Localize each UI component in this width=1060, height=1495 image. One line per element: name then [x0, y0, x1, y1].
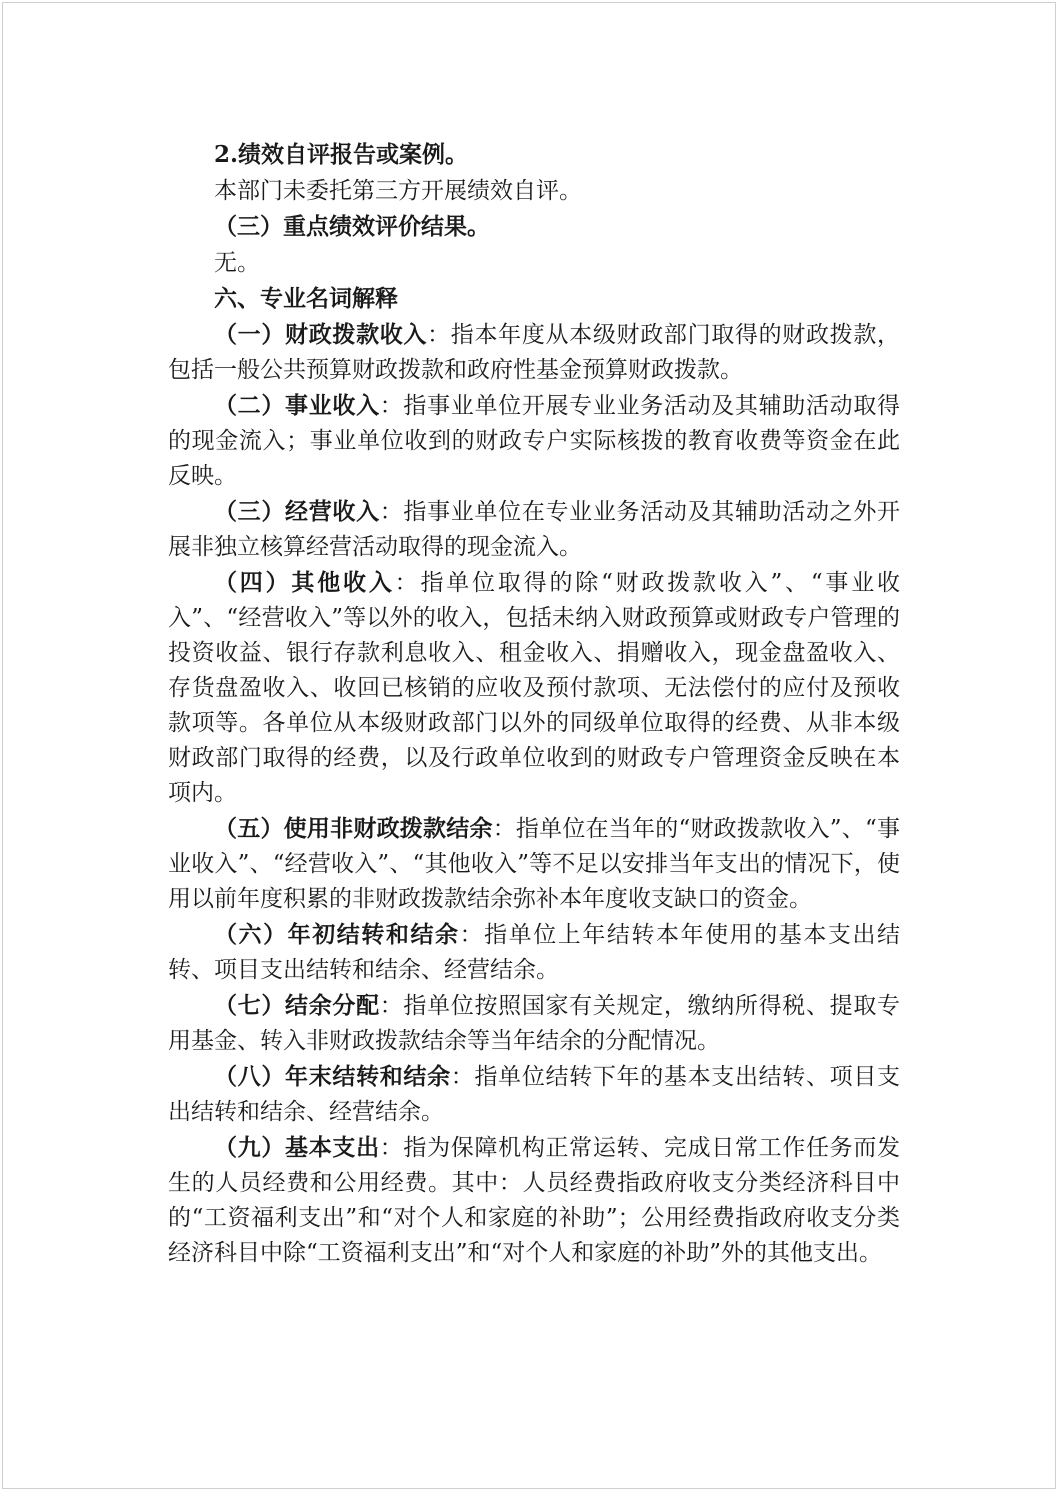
- term-closing-carryover: [168, 1059, 900, 1130]
- term-label: （二）事业收入: [214, 392, 380, 419]
- heading-text: 2.绩效自评报告或案例。: [214, 141, 469, 168]
- term-business-income: [168, 388, 900, 494]
- term-opening-carryover: [168, 917, 900, 988]
- term-balance-distribution: [168, 988, 900, 1059]
- paragraph-self-eval-report: [168, 137, 900, 173]
- term-definition: ：指为保障机构正常运转、完成日常工作任务而发生的人员经费和公用经费。其中：人员经费指政府收支分类经济科目中的“工资福利支出”和“对个人和家庭的补助”；公用经费指政府收支分类经济科目中除“工资福利支出”和“对个人和家庭的补助”外的其他支出。: [168, 1135, 901, 1266]
- term-other-income: [168, 565, 900, 811]
- term-label: （一）财政拨款收入: [214, 321, 428, 348]
- term-definition: ：指事业单位开展专业业务活动及其辅助活动取得的现金流入；事业单位收到的财政专户实际核拨的教育收费等资金在此反映。: [168, 393, 901, 489]
- term-label: （九）基本支出: [214, 1134, 380, 1161]
- heading-text: （三）重点绩效评价结果。: [214, 213, 490, 240]
- document-page: [2, 2, 1056, 1489]
- term-definition: ：指事业单位在专业业务活动及其辅助活动之外开展非独立核算经营活动取得的现金流入。: [168, 499, 901, 560]
- term-label: （八）年末结转和结余: [214, 1063, 451, 1090]
- term-operating-income: [168, 494, 900, 565]
- term-non-fiscal-balance-use: [168, 811, 900, 917]
- section-heading-glossary: [168, 281, 900, 317]
- term-label: （四）其他收入: [214, 569, 395, 596]
- term-fiscal-appropriation-income: [168, 317, 900, 388]
- term-definition: ：指单位按照国家有关规定，缴纳所得税、提取专用基金、转入非财政拨款结余等当年结余的分配情况。: [168, 993, 901, 1054]
- paragraph-none: [168, 245, 900, 281]
- term-label: （七）结余分配: [214, 992, 380, 1019]
- term-definition: ：指单位结转下年的基本支出结转、项目支出结转和结余、经营结余。: [168, 1064, 901, 1125]
- term-definition: ：指本年度从本级财政部门取得的财政拨款，包括一般公共预算财政拨款和政府性基金预算财政拨款。: [168, 322, 901, 383]
- paragraph-key-evaluation: [168, 209, 900, 245]
- document-body: [168, 137, 900, 1271]
- paragraph-no-third-party: [168, 173, 900, 209]
- body-text: 本部门未委托第三方开展绩效自评。: [214, 178, 582, 204]
- term-definition: ：指单位取得的除“财政拨款收入”、“事业收入”、“经营收入”等以外的收入，包括未纳入财政预算或财政专户管理的投资收益、银行存款利息收入、租金收入、捐赠收入，现金盘盈收入、存货盘盈收入、收回已核销的应收及预付款项、无法偿付的应付及预收款项等。各单位从本级财政部门以外的同级单位取得的经费、从非本级财政部门取得的经费，以及行政单位收到的财政专户管理资金反映在本项内。: [168, 570, 901, 806]
- term-label: （五）使用非财政拨款结余: [214, 815, 493, 842]
- term-definition: ：指单位上年结转本年使用的基本支出结转、项目支出结转和结余、经营结余。: [168, 922, 901, 983]
- heading-text: 六、专业名词解释: [214, 285, 398, 312]
- term-label: （六）年初结转和结余: [214, 921, 460, 948]
- term-label: （三）经营收入: [214, 498, 380, 525]
- term-definition: ：指单位在当年的“财政拨款收入”、“事业收入”、“经营收入”、“其他收入”等不足以安排当年支出的情况下，使用以前年度积累的非财政拨款结余弥补本年度收支缺口的资金。: [168, 816, 900, 912]
- body-text: 无。: [214, 250, 260, 276]
- term-basic-expenditure: [168, 1130, 900, 1271]
